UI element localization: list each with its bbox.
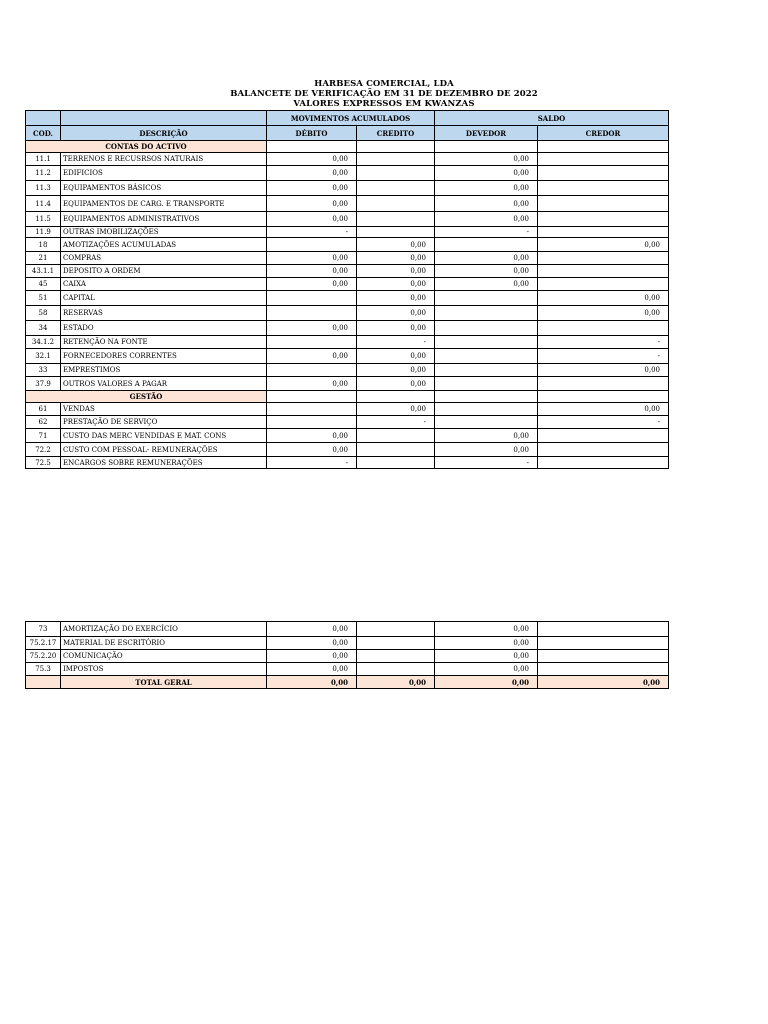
account-description: OUTROS VALORES A PAGAR [61,377,267,391]
debito-value: 0,00 [267,650,357,663]
credor-value [538,227,669,238]
credor-value [538,181,669,196]
credor-value [538,166,669,181]
account-code: 75.3 [26,663,61,676]
credito-value [357,457,435,469]
credito-value [357,196,435,212]
credor-value [538,622,669,637]
devedor-value: 0,00 [435,429,538,443]
account-code: 51 [26,291,61,306]
devedor-value: 0,00 [435,252,538,265]
credor-value [538,443,669,457]
credito-value: 0,00 [357,403,435,416]
account-row [26,403,669,416]
header-descricao: DESCRIÇÃO [61,126,267,141]
credito-value [357,637,435,650]
devedor-value: 0,00 [435,443,538,457]
devedor-value [435,416,538,429]
credor-value: 0,00 [538,238,669,252]
header-credor: CREDOR [538,126,669,141]
debito-value [267,238,357,252]
devedor-value [435,349,538,364]
account-code: 72.5 [26,457,61,469]
credor-value: - [538,416,669,429]
account-description: CUSTO COM PESSOAL- REMUNERAÇÕES [61,443,267,457]
account-description: MATERIAL DE ESCRITÓRIO [61,637,267,650]
credito-value [357,650,435,663]
account-description: EQUIPAMENTOS ADMINISTRATIVOS [61,212,267,227]
devedor-value [435,321,538,336]
account-code: 33 [26,364,61,377]
devedor-value: 0,00 [435,650,538,663]
devedor-value: 0,00 [435,153,538,166]
credor-value [538,196,669,212]
account-description: FORNECEDORES CORRENTES [61,349,267,364]
credito-value: 0,00 [357,278,435,291]
debito-value: 0,00 [267,252,357,265]
account-description: CAIXA [61,278,267,291]
account-row [26,416,669,429]
credor-value [538,321,669,336]
debito-value: 0,00 [267,637,357,650]
devedor-value: 0,00 [435,212,538,227]
devedor-value [435,291,538,306]
debito-value: - [267,227,357,238]
debito-value: 0,00 [267,196,357,212]
gestao-rows [26,403,669,469]
credito-value: 0,00 [357,321,435,336]
debito-value: - [267,457,357,469]
account-row [26,443,669,457]
account-description: VENDAS [61,403,267,416]
credor-value: 0,00 [538,291,669,306]
debito-value [267,306,357,321]
account-description: CUSTO DAS MERC VENDIDAS E MAT. CONS [61,429,267,443]
total-debito: 0,00 [267,676,357,689]
account-description: ENCARGOS SOBRE REMUNERAÇÕES [61,457,267,469]
header-saldo: SALDO [435,111,669,126]
account-code: 34.1.2 [26,336,61,349]
credor-value [538,457,669,469]
devedor-value: 0,00 [435,181,538,196]
debito-value [267,336,357,349]
debito-value: 0,00 [267,181,357,196]
credito-value: - [357,416,435,429]
trial-balance-table-continued [25,621,669,689]
account-code: 37.9 [26,377,61,391]
account-description: IMPOSTOS [61,663,267,676]
total-devedor: 0,00 [435,676,538,689]
credito-value: 0,00 [357,265,435,278]
account-description: CAPITAL [61,291,267,306]
account-code: 11.1 [26,153,61,166]
header-credito: CREDITO [357,126,435,141]
account-row [26,153,669,166]
credito-value [357,153,435,166]
header-devedor: DEVEDOR [435,126,538,141]
account-description: EQUIPAMENTOS DE CARG. E TRANSPORTE [61,196,267,212]
account-row [26,227,669,238]
debito-value [267,416,357,429]
account-description: AMORTIZAÇÃO DO EXERCÍCIO [61,622,267,637]
credito-value: 0,00 [357,377,435,391]
devedor-value [435,336,538,349]
devedor-value: - [435,457,538,469]
credor-value [538,212,669,227]
credito-value: 0,00 [357,291,435,306]
account-row [26,181,669,196]
debito-value: 0,00 [267,278,357,291]
credor-value [538,377,669,391]
account-row [26,663,669,676]
credor-value [538,650,669,663]
account-row [26,457,669,469]
debito-value [267,291,357,306]
account-row [26,196,669,212]
header-debito: DÉBITO [267,126,357,141]
debito-value: 0,00 [267,429,357,443]
credito-value: 0,00 [357,364,435,377]
account-code: 73 [26,622,61,637]
account-code: 45 [26,278,61,291]
credor-value [538,265,669,278]
account-row [26,377,669,391]
debito-value: 0,00 [267,349,357,364]
credor-value [538,663,669,676]
account-code: 72.2 [26,443,61,457]
debito-value: 0,00 [267,443,357,457]
devedor-value: 0,00 [435,663,538,676]
devedor-value [435,238,538,252]
credito-value: - [357,336,435,349]
account-code: 34 [26,321,61,336]
credito-value: 0,00 [357,238,435,252]
account-description: EMPRESTIMOS [61,364,267,377]
devedor-value: 0,00 [435,622,538,637]
account-code: 71 [26,429,61,443]
account-description: RETENÇÃO NA FONTE [61,336,267,349]
credor-value [538,153,669,166]
account-description: EDIFICIOS [61,166,267,181]
account-code: 75.2.17 [26,637,61,650]
account-row [26,650,669,663]
account-row [26,349,669,364]
credito-value [357,429,435,443]
total-credito: 0,00 [357,676,435,689]
section-row-gestao [26,391,669,403]
devedor-value: 0,00 [435,265,538,278]
account-row [26,306,669,321]
debito-value: 0,00 [267,265,357,278]
debito-value [267,364,357,377]
credor-value: 0,00 [538,364,669,377]
credor-value: - [538,336,669,349]
account-code: 58 [26,306,61,321]
credito-value: 0,00 [357,349,435,364]
credor-value: 0,00 [538,306,669,321]
devedor-value [435,377,538,391]
credor-value [538,429,669,443]
account-description: ESTADO [61,321,267,336]
credor-value [538,637,669,650]
debito-value: 0,00 [267,321,357,336]
account-code: 18 [26,238,61,252]
credito-value: 0,00 [357,252,435,265]
account-code: 61 [26,403,61,416]
credito-value [357,443,435,457]
report-title-block [0,79,768,109]
total-credor: 0,00 [538,676,669,689]
company-name: HARBESA COMERCIAL, LDA [314,79,454,89]
section-title-activo: CONTAS DO ACTIVO [26,141,267,153]
debito-value: 0,00 [267,166,357,181]
credor-value [538,278,669,291]
account-row [26,622,669,637]
account-description: TERRENOS E RECUSRSOS NATURAIS [61,153,267,166]
account-code: 21 [26,252,61,265]
credito-value [357,663,435,676]
debito-value [267,403,357,416]
account-description: DEPOSITO A ORDEM [61,265,267,278]
section-row-activo [26,141,669,153]
activo-rows [26,153,669,391]
devedor-value: 0,00 [435,278,538,291]
credito-value [357,212,435,227]
account-row [26,291,669,306]
account-code: 11.5 [26,212,61,227]
account-code: 75.2.20 [26,650,61,663]
account-description: EQUIPAMENTOS BÁSICOS [61,181,267,196]
account-code: 32.1 [26,349,61,364]
devedor-value: - [435,227,538,238]
account-code: 11.4 [26,196,61,212]
devedor-value: 0,00 [435,166,538,181]
account-description: AMOTIZAÇÕES ACUMULADAS [61,238,267,252]
trial-balance-table [25,110,669,469]
credito-value [357,622,435,637]
debito-value: 0,00 [267,153,357,166]
devedor-value: 0,00 [435,637,538,650]
header-movimentos: MOVIMENTOS ACUMULADOS [267,111,435,126]
credor-value: 0,00 [538,403,669,416]
account-row [26,429,669,443]
credito-value [357,166,435,181]
credor-value [538,252,669,265]
account-row [26,364,669,377]
account-description: RESERVAS [61,306,267,321]
account-row [26,336,669,349]
currency-note: VALORES EXPRESSOS EM KWANZAS [293,99,475,109]
total-row [26,676,669,689]
page2-rows [26,622,669,676]
credito-value: 0,00 [357,306,435,321]
account-code: 62 [26,416,61,429]
total-label: TOTAL GERAL [61,676,267,689]
account-row [26,321,669,336]
account-row [26,252,669,265]
section-title-gestao: GESTÃO [26,391,267,403]
account-row [26,166,669,181]
debito-value: 0,00 [267,663,357,676]
devedor-value [435,403,538,416]
account-row [26,265,669,278]
account-description: COMPRAS [61,252,267,265]
account-row [26,238,669,252]
account-row [26,212,669,227]
account-code: 43.1.1 [26,265,61,278]
debito-value: 0,00 [267,377,357,391]
credito-value [357,181,435,196]
account-code: 11.3 [26,181,61,196]
devedor-value [435,364,538,377]
devedor-value [435,306,538,321]
debito-value: 0,00 [267,212,357,227]
account-description: OUTRAS IMOBILIZAÇÕES [61,227,267,238]
account-code: 11.2 [26,166,61,181]
account-row [26,278,669,291]
devedor-value: 0,00 [435,196,538,212]
credito-value [357,227,435,238]
report-title: BALANCETE DE VERIFICAÇÃO EM 31 DE DEZEMBRO DE 2022 [230,89,538,99]
header-cod: COD. [26,126,61,141]
account-code: 11.9 [26,227,61,238]
account-description: COMUNICAÇÃO [61,650,267,663]
debito-value: 0,00 [267,622,357,637]
account-description: PRESTAÇÃO DE SERVIÇO [61,416,267,429]
account-row [26,637,669,650]
credor-value: - [538,349,669,364]
